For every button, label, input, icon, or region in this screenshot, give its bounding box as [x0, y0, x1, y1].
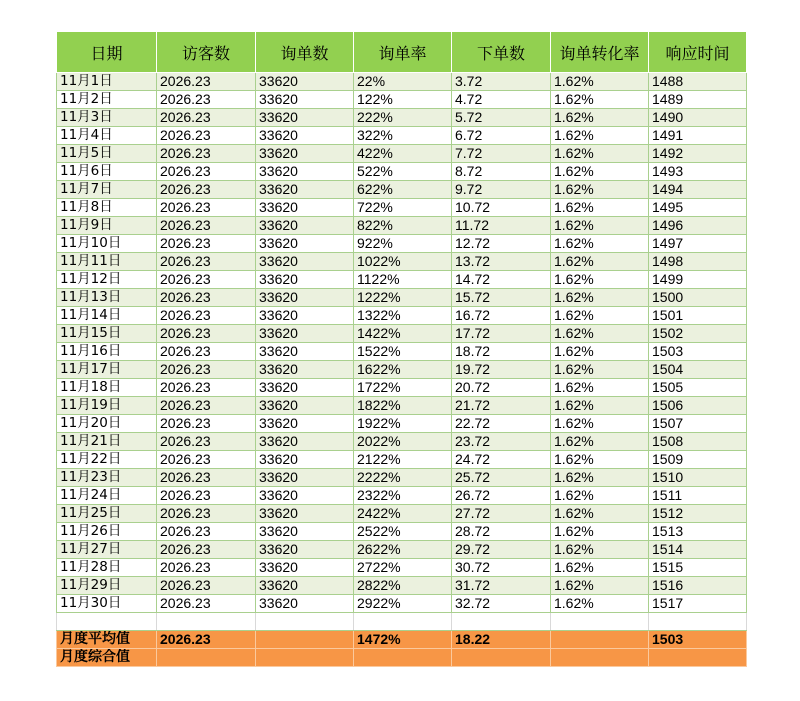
cell-conversion-rate[interactable]: 1.62% — [551, 109, 649, 127]
cell-inquiry-rate[interactable]: 1022% — [354, 253, 452, 271]
spreadsheet — [56, 31, 746, 667]
cell-date[interactable]: 11月30日 — [57, 595, 157, 613]
cell-inquiry-rate[interactable]: 522% — [354, 163, 452, 181]
header-conversion-rate[interactable]: 询单转化率 — [551, 32, 649, 73]
cell-response-time[interactable]: 1511 — [649, 487, 747, 505]
cell-inquiry-rate[interactable]: 1422% — [354, 325, 452, 343]
table-row — [57, 469, 747, 487]
cell-orders[interactable]: 27.72 — [452, 505, 551, 523]
cell-visitors[interactable]: 2026.23 — [157, 271, 256, 289]
cell-response-time[interactable]: 1499 — [649, 271, 747, 289]
cell-inquiry-rate[interactable]: 2122% — [354, 451, 452, 469]
cell-inquiries[interactable]: 33620 — [256, 595, 354, 613]
monthly-average-row — [57, 631, 747, 649]
cell-date[interactable]: 11月23日 — [57, 469, 157, 487]
cell-date[interactable]: 11月8日 — [57, 199, 157, 217]
cell-date[interactable]: 11月20日 — [57, 415, 157, 433]
cell-visitors[interactable]: 2026.23 — [157, 415, 256, 433]
cell-visitors[interactable]: 2026.23 — [157, 199, 256, 217]
summary-inquiry-rate[interactable] — [354, 649, 452, 667]
table-row — [57, 343, 747, 361]
cell-visitors[interactable]: 2026.23 — [157, 451, 256, 469]
cell-date[interactable]: 11月17日 — [57, 361, 157, 379]
cell-orders[interactable]: 18.72 — [452, 343, 551, 361]
cell-orders[interactable]: 7.72 — [452, 145, 551, 163]
empty-cell[interactable] — [57, 613, 157, 631]
cell-response-time[interactable]: 1508 — [649, 433, 747, 451]
cell-inquiries[interactable]: 33620 — [256, 145, 354, 163]
cell-inquiries[interactable]: 33620 — [256, 181, 354, 199]
cell-inquiries[interactable]: 33620 — [256, 91, 354, 109]
cell-conversion-rate[interactable]: 1.62% — [551, 289, 649, 307]
cell-conversion-rate[interactable]: 1.62% — [551, 523, 649, 541]
cell-inquiries[interactable]: 33620 — [256, 487, 354, 505]
cell-date[interactable]: 11月2日 — [57, 91, 157, 109]
table-row — [57, 253, 747, 271]
cell-conversion-rate[interactable]: 1.62% — [551, 505, 649, 523]
cell-response-time[interactable]: 1496 — [649, 217, 747, 235]
cell-response-time[interactable]: 1505 — [649, 379, 747, 397]
cell-inquiry-rate[interactable]: 1222% — [354, 289, 452, 307]
cell-visitors[interactable]: 2026.23 — [157, 361, 256, 379]
cell-date[interactable]: 11月10日 — [57, 235, 157, 253]
table-row — [57, 307, 747, 325]
table-row — [57, 181, 747, 199]
cell-inquiries[interactable]: 33620 — [256, 415, 354, 433]
cell-inquiries[interactable]: 33620 — [256, 289, 354, 307]
cell-conversion-rate[interactable]: 1.62% — [551, 559, 649, 577]
cell-conversion-rate[interactable]: 1.62% — [551, 379, 649, 397]
cell-inquiries[interactable]: 33620 — [256, 433, 354, 451]
cell-orders[interactable]: 21.72 — [452, 397, 551, 415]
cell-date[interactable]: 11月4日 — [57, 127, 157, 145]
cell-response-time[interactable]: 1492 — [649, 145, 747, 163]
cell-date[interactable]: 11月18日 — [57, 379, 157, 397]
cell-inquiry-rate[interactable]: 2822% — [354, 577, 452, 595]
cell-visitors[interactable]: 2026.23 — [157, 541, 256, 559]
cell-date[interactable]: 11月13日 — [57, 289, 157, 307]
cell-response-time[interactable]: 1517 — [649, 595, 747, 613]
empty-cell[interactable] — [452, 613, 551, 631]
summary-orders[interactable] — [452, 649, 551, 667]
cell-conversion-rate[interactable]: 1.62% — [551, 595, 649, 613]
cell-orders[interactable]: 28.72 — [452, 523, 551, 541]
table-row — [57, 199, 747, 217]
cell-visitors[interactable]: 2026.23 — [157, 91, 256, 109]
header-orders[interactable]: 下单数 — [452, 32, 551, 73]
header-row — [57, 32, 747, 73]
table-row — [57, 397, 747, 415]
cell-orders[interactable]: 22.72 — [452, 415, 551, 433]
cell-inquiries[interactable]: 33620 — [256, 397, 354, 415]
empty-cell[interactable] — [354, 613, 452, 631]
cell-inquiry-rate[interactable]: 422% — [354, 145, 452, 163]
cell-inquiries[interactable]: 33620 — [256, 469, 354, 487]
cell-inquiry-rate[interactable]: 1522% — [354, 343, 452, 361]
cell-orders[interactable]: 20.72 — [452, 379, 551, 397]
cell-inquiries[interactable]: 33620 — [256, 559, 354, 577]
cell-date[interactable]: 11月7日 — [57, 181, 157, 199]
cell-date[interactable]: 11月12日 — [57, 271, 157, 289]
cell-response-time[interactable]: 1494 — [649, 181, 747, 199]
cell-orders[interactable]: 26.72 — [452, 487, 551, 505]
summary-conversion-rate[interactable] — [551, 649, 649, 667]
cell-visitors[interactable]: 2026.23 — [157, 325, 256, 343]
cell-visitors[interactable]: 2026.23 — [157, 505, 256, 523]
cell-response-time[interactable]: 1490 — [649, 109, 747, 127]
cell-conversion-rate[interactable]: 1.62% — [551, 433, 649, 451]
cell-date[interactable]: 11月26日 — [57, 523, 157, 541]
cell-visitors[interactable]: 2026.23 — [157, 145, 256, 163]
cell-response-time[interactable]: 1489 — [649, 91, 747, 109]
cell-response-time[interactable]: 1506 — [649, 397, 747, 415]
table-row — [57, 325, 747, 343]
cell-inquiries[interactable]: 33620 — [256, 541, 354, 559]
cell-inquiries[interactable]: 33620 — [256, 253, 354, 271]
cell-inquiry-rate[interactable]: 1822% — [354, 397, 452, 415]
cell-orders[interactable]: 10.72 — [452, 199, 551, 217]
cell-inquiry-rate[interactable]: 2922% — [354, 595, 452, 613]
cell-orders[interactable]: 32.72 — [452, 595, 551, 613]
cell-visitors[interactable]: 2026.23 — [157, 217, 256, 235]
empty-row — [57, 613, 747, 631]
cell-response-time[interactable]: 1509 — [649, 451, 747, 469]
cell-visitors[interactable]: 2026.23 — [157, 235, 256, 253]
cell-date[interactable]: 11月29日 — [57, 577, 157, 595]
cell-visitors[interactable]: 2026.23 — [157, 163, 256, 181]
cell-response-time[interactable]: 1497 — [649, 235, 747, 253]
cell-conversion-rate[interactable]: 1.62% — [551, 469, 649, 487]
cell-orders[interactable]: 9.72 — [452, 181, 551, 199]
cell-inquiry-rate[interactable]: 2722% — [354, 559, 452, 577]
cell-orders[interactable]: 14.72 — [452, 271, 551, 289]
cell-orders[interactable]: 25.72 — [452, 469, 551, 487]
cell-inquiries[interactable]: 33620 — [256, 343, 354, 361]
cell-conversion-rate[interactable]: 1.62% — [551, 415, 649, 433]
cell-orders[interactable]: 15.72 — [452, 289, 551, 307]
summary-inquiry-rate[interactable]: 1472% — [354, 631, 452, 649]
monthly-total-row — [57, 649, 747, 667]
cell-orders[interactable]: 24.72 — [452, 451, 551, 469]
cell-visitors[interactable]: 2026.23 — [157, 73, 256, 91]
summary-label[interactable]: 月度平均值 — [57, 631, 157, 649]
table-row — [57, 127, 747, 145]
cell-response-time[interactable]: 1512 — [649, 505, 747, 523]
table-row — [57, 433, 747, 451]
cell-orders[interactable]: 17.72 — [452, 325, 551, 343]
monthly-stats-table — [56, 31, 747, 667]
cell-inquiries[interactable]: 33620 — [256, 127, 354, 145]
cell-conversion-rate[interactable]: 1.62% — [551, 307, 649, 325]
cell-inquiries[interactable]: 33620 — [256, 505, 354, 523]
cell-inquiry-rate[interactable]: 2422% — [354, 505, 452, 523]
cell-orders[interactable]: 13.72 — [452, 253, 551, 271]
cell-inquiry-rate[interactable]: 622% — [354, 181, 452, 199]
cell-response-time[interactable]: 1516 — [649, 577, 747, 595]
cell-orders[interactable]: 6.72 — [452, 127, 551, 145]
summary-visitors[interactable]: 2026.23 — [157, 631, 256, 649]
cell-date[interactable]: 11月22日 — [57, 451, 157, 469]
table-row — [57, 271, 747, 289]
cell-inquiries[interactable]: 33620 — [256, 379, 354, 397]
cell-orders[interactable]: 19.72 — [452, 361, 551, 379]
cell-response-time[interactable]: 1488 — [649, 73, 747, 91]
cell-orders[interactable]: 16.72 — [452, 307, 551, 325]
table-row — [57, 559, 747, 577]
cell-inquiries[interactable]: 33620 — [256, 307, 354, 325]
cell-response-time[interactable]: 1500 — [649, 289, 747, 307]
table-row — [57, 451, 747, 469]
cell-inquiry-rate[interactable]: 1622% — [354, 361, 452, 379]
cell-orders[interactable]: 30.72 — [452, 559, 551, 577]
cell-inquiries[interactable]: 33620 — [256, 217, 354, 235]
cell-inquiry-rate[interactable]: 2222% — [354, 469, 452, 487]
table-row — [57, 577, 747, 595]
table-row — [57, 505, 747, 523]
cell-inquiries[interactable]: 33620 — [256, 523, 354, 541]
cell-orders[interactable]: 11.72 — [452, 217, 551, 235]
cell-date[interactable]: 11月15日 — [57, 325, 157, 343]
cell-conversion-rate[interactable]: 1.62% — [551, 145, 649, 163]
table-row — [57, 163, 747, 181]
cell-date[interactable]: 11月9日 — [57, 217, 157, 235]
cell-inquiry-rate[interactable]: 322% — [354, 127, 452, 145]
cell-inquiry-rate[interactable]: 822% — [354, 217, 452, 235]
cell-orders[interactable]: 12.72 — [452, 235, 551, 253]
summary-response-time[interactable]: 1503 — [649, 631, 747, 649]
cell-visitors[interactable]: 2026.23 — [157, 595, 256, 613]
cell-conversion-rate[interactable]: 1.62% — [551, 163, 649, 181]
table-row — [57, 487, 747, 505]
cell-inquiry-rate[interactable]: 922% — [354, 235, 452, 253]
cell-inquiries[interactable]: 33620 — [256, 235, 354, 253]
summary-conversion-rate[interactable] — [551, 631, 649, 649]
table-row — [57, 235, 747, 253]
cell-date[interactable]: 11月16日 — [57, 343, 157, 361]
cell-orders[interactable]: 4.72 — [452, 91, 551, 109]
cell-visitors[interactable]: 2026.23 — [157, 559, 256, 577]
cell-inquiries[interactable]: 33620 — [256, 325, 354, 343]
table-row — [57, 523, 747, 541]
cell-date[interactable]: 11月19日 — [57, 397, 157, 415]
table-row — [57, 289, 747, 307]
cell-visitors[interactable]: 2026.23 — [157, 181, 256, 199]
cell-inquiries[interactable]: 33620 — [256, 199, 354, 217]
cell-orders[interactable]: 23.72 — [452, 433, 551, 451]
cell-conversion-rate[interactable]: 1.62% — [551, 577, 649, 595]
cell-conversion-rate[interactable]: 1.62% — [551, 217, 649, 235]
table-row — [57, 415, 747, 433]
cell-response-time[interactable]: 1503 — [649, 343, 747, 361]
cell-conversion-rate[interactable]: 1.62% — [551, 361, 649, 379]
cell-inquiry-rate[interactable]: 1722% — [354, 379, 452, 397]
cell-inquiry-rate[interactable]: 122% — [354, 91, 452, 109]
cell-response-time[interactable]: 1493 — [649, 163, 747, 181]
cell-date[interactable]: 11月14日 — [57, 307, 157, 325]
cell-visitors[interactable]: 2026.23 — [157, 577, 256, 595]
cell-inquiries[interactable]: 33620 — [256, 451, 354, 469]
cell-inquiry-rate[interactable]: 1122% — [354, 271, 452, 289]
cell-visitors[interactable]: 2026.23 — [157, 469, 256, 487]
cell-conversion-rate[interactable]: 1.62% — [551, 397, 649, 415]
cell-conversion-rate[interactable]: 1.62% — [551, 127, 649, 145]
cell-conversion-rate[interactable]: 1.62% — [551, 343, 649, 361]
summary-orders[interactable]: 18.22 — [452, 631, 551, 649]
summary-response-time[interactable] — [649, 649, 747, 667]
cell-conversion-rate[interactable]: 1.62% — [551, 91, 649, 109]
cell-visitors[interactable]: 2026.23 — [157, 307, 256, 325]
cell-inquiry-rate[interactable]: 2322% — [354, 487, 452, 505]
cell-inquiries[interactable]: 33620 — [256, 361, 354, 379]
table-row — [57, 109, 747, 127]
cell-conversion-rate[interactable]: 1.62% — [551, 253, 649, 271]
cell-visitors[interactable]: 2026.23 — [157, 343, 256, 361]
cell-response-time[interactable]: 1514 — [649, 541, 747, 559]
cell-inquiry-rate[interactable]: 2522% — [354, 523, 452, 541]
cell-visitors[interactable]: 2026.23 — [157, 379, 256, 397]
cell-inquiry-rate[interactable]: 2622% — [354, 541, 452, 559]
cell-orders[interactable]: 31.72 — [452, 577, 551, 595]
cell-date[interactable]: 11月6日 — [57, 163, 157, 181]
cell-inquiry-rate[interactable]: 22% — [354, 73, 452, 91]
table-row — [57, 361, 747, 379]
summary-label[interactable]: 月度综合值 — [57, 649, 157, 667]
cell-response-time[interactable]: 1498 — [649, 253, 747, 271]
header-visitors[interactable]: 访客数 — [157, 32, 256, 73]
cell-orders[interactable]: 8.72 — [452, 163, 551, 181]
summary-inquiries[interactable] — [256, 631, 354, 649]
table-row — [57, 541, 747, 559]
cell-response-time[interactable]: 1504 — [649, 361, 747, 379]
table-row — [57, 595, 747, 613]
cell-conversion-rate[interactable]: 1.62% — [551, 73, 649, 91]
cell-date[interactable]: 11月28日 — [57, 559, 157, 577]
cell-response-time[interactable]: 1515 — [649, 559, 747, 577]
cell-visitors[interactable]: 2026.23 — [157, 397, 256, 415]
cell-response-time[interactable]: 1507 — [649, 415, 747, 433]
cell-date[interactable]: 11月11日 — [57, 253, 157, 271]
cell-visitors[interactable]: 2026.23 — [157, 487, 256, 505]
cell-orders[interactable]: 5.72 — [452, 109, 551, 127]
table-row — [57, 73, 747, 91]
cell-date[interactable]: 11月24日 — [57, 487, 157, 505]
cell-conversion-rate[interactable]: 1.62% — [551, 451, 649, 469]
empty-cell[interactable] — [256, 613, 354, 631]
cell-response-time[interactable]: 1502 — [649, 325, 747, 343]
cell-date[interactable]: 11月25日 — [57, 505, 157, 523]
cell-orders[interactable]: 29.72 — [452, 541, 551, 559]
cell-orders[interactable]: 3.72 — [452, 73, 551, 91]
summary-inquiries[interactable] — [256, 649, 354, 667]
cell-inquiries[interactable]: 33620 — [256, 73, 354, 91]
cell-response-time[interactable]: 1491 — [649, 127, 747, 145]
cell-inquiry-rate[interactable]: 1922% — [354, 415, 452, 433]
cell-conversion-rate[interactable]: 1.62% — [551, 487, 649, 505]
table-row — [57, 217, 747, 235]
empty-cell[interactable] — [551, 613, 649, 631]
table-row — [57, 145, 747, 163]
cell-conversion-rate[interactable]: 1.62% — [551, 325, 649, 343]
cell-inquiries[interactable]: 33620 — [256, 109, 354, 127]
cell-visitors[interactable]: 2026.23 — [157, 127, 256, 145]
cell-visitors[interactable]: 2026.23 — [157, 289, 256, 307]
cell-conversion-rate[interactable]: 1.62% — [551, 235, 649, 253]
cell-conversion-rate[interactable]: 1.62% — [551, 181, 649, 199]
cell-inquiries[interactable]: 33620 — [256, 577, 354, 595]
header-inquiries[interactable]: 询单数 — [256, 32, 354, 73]
cell-conversion-rate[interactable]: 1.62% — [551, 271, 649, 289]
header-inquiry-rate[interactable]: 询单率 — [354, 32, 452, 73]
summary-visitors[interactable] — [157, 649, 256, 667]
cell-inquiries[interactable]: 33620 — [256, 271, 354, 289]
cell-response-time[interactable]: 1495 — [649, 199, 747, 217]
table-row — [57, 91, 747, 109]
cell-inquiry-rate[interactable]: 722% — [354, 199, 452, 217]
cell-visitors[interactable]: 2026.23 — [157, 253, 256, 271]
cell-inquiries[interactable]: 33620 — [256, 163, 354, 181]
cell-date[interactable]: 11月5日 — [57, 145, 157, 163]
cell-conversion-rate[interactable]: 1.62% — [551, 541, 649, 559]
cell-inquiry-rate[interactable]: 1322% — [354, 307, 452, 325]
cell-visitors[interactable]: 2026.23 — [157, 433, 256, 451]
cell-date[interactable]: 11月21日 — [57, 433, 157, 451]
cell-inquiry-rate[interactable]: 2022% — [354, 433, 452, 451]
cell-response-time[interactable]: 1513 — [649, 523, 747, 541]
empty-cell[interactable] — [649, 613, 747, 631]
empty-cell[interactable] — [157, 613, 256, 631]
cell-date[interactable]: 11月1日 — [57, 73, 157, 91]
cell-response-time[interactable]: 1510 — [649, 469, 747, 487]
cell-visitors[interactable]: 2026.23 — [157, 109, 256, 127]
cell-inquiry-rate[interactable]: 222% — [354, 109, 452, 127]
cell-date[interactable]: 11月27日 — [57, 541, 157, 559]
cell-conversion-rate[interactable]: 1.62% — [551, 199, 649, 217]
cell-response-time[interactable]: 1501 — [649, 307, 747, 325]
cell-visitors[interactable]: 2026.23 — [157, 523, 256, 541]
header-response-time[interactable]: 响应时间 — [649, 32, 747, 73]
cell-date[interactable]: 11月3日 — [57, 109, 157, 127]
table-row — [57, 379, 747, 397]
header-date[interactable]: 日期 — [57, 32, 157, 73]
